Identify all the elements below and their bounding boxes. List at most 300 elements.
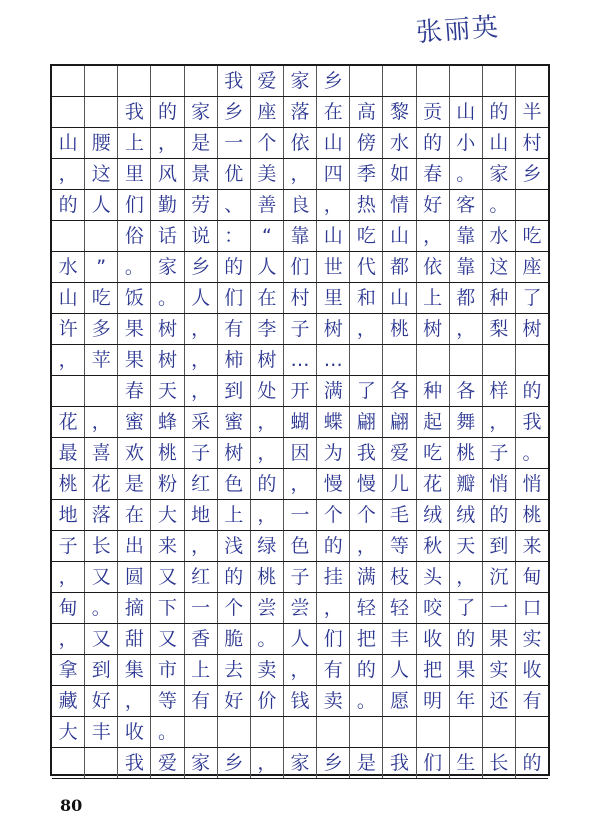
grid-cell: 处: [251, 376, 284, 406]
grid-cell: ”: [85, 252, 118, 282]
grid-cell: ，: [284, 655, 317, 685]
grid-cell: 。: [483, 190, 516, 220]
grid-cell: 水: [52, 252, 85, 282]
grid-cell: 山: [450, 97, 483, 127]
grid-cell: 秋: [417, 531, 450, 561]
grid-cell: 人: [185, 283, 218, 313]
grid-cell: 水: [383, 128, 416, 158]
grid-cell: 地: [185, 500, 218, 530]
grid-cell: 。: [151, 717, 184, 747]
title-char-cell: 乡: [317, 66, 350, 96]
grid-row: [52, 221, 548, 252]
grid-cell: 花: [417, 469, 450, 499]
grid-cell: 各: [383, 376, 416, 406]
title-char-cell: [52, 66, 85, 96]
grid-cell: ，: [185, 345, 218, 375]
grid-cell: [516, 190, 548, 220]
grid-cell: 个: [251, 128, 284, 158]
grid-cell: 果: [118, 314, 151, 344]
grid-cell: ，: [185, 376, 218, 406]
title-char-cell: [350, 66, 383, 96]
grid-cell: 蜂: [151, 407, 184, 437]
grid-cell: 世: [317, 252, 350, 282]
grid-cell: ，: [85, 407, 118, 437]
grid-cell: 有: [522, 689, 542, 712]
title-char-cell: [483, 66, 516, 96]
grid-cell: 情: [383, 190, 416, 220]
grid-cell: 起: [417, 407, 450, 437]
grid-cell: ，: [251, 438, 284, 468]
grid-cell: 香: [185, 624, 218, 654]
grid-cell: 口: [522, 596, 542, 619]
title-char-cell: 爱: [251, 66, 284, 96]
grid-cell: [85, 97, 118, 127]
grid-cell: 又: [151, 562, 184, 592]
grid-cell: 座: [251, 97, 284, 127]
grid-cell: [417, 717, 450, 747]
grid-cell: ，: [450, 562, 483, 592]
grid-cell: 。: [151, 283, 184, 313]
grid-cell: 个: [350, 500, 383, 530]
grid-cell: 。: [522, 441, 542, 464]
grid-cell: [52, 376, 85, 406]
grid-cell: 了: [522, 286, 542, 309]
grid-cell: 悄: [483, 469, 516, 499]
grid-cell: 慢: [317, 469, 350, 499]
grid-cell: 桃: [522, 503, 542, 526]
grid-cell: 有: [317, 655, 350, 685]
grid-cell: 各: [450, 376, 483, 406]
grid-cell: 饭: [118, 283, 151, 313]
grid-cell: 我: [383, 748, 416, 778]
grid-cell: 出: [118, 531, 151, 561]
grid-cell: ，: [52, 159, 85, 189]
grid-cell: 轻: [350, 593, 383, 623]
grid-cell: 靠: [450, 252, 483, 282]
grid-cell: 果: [118, 345, 151, 375]
grid-cell: 种: [417, 376, 450, 406]
grid-cell: 来: [151, 531, 184, 561]
grid-cell: [317, 717, 350, 747]
grid-cell: [52, 97, 85, 127]
grid-cell: 头: [417, 562, 450, 592]
grid-row: [52, 159, 548, 190]
grid-cell: 蜜: [118, 407, 151, 437]
grid-cell: 是: [185, 128, 218, 158]
grid-cell: 春: [118, 376, 151, 406]
grid-cell: 多: [85, 314, 118, 344]
grid-cell: 果: [450, 655, 483, 685]
grid-cell: 果: [483, 624, 516, 654]
grid-cell: 都: [450, 283, 483, 313]
grid-cell: 愿: [383, 686, 416, 716]
grid-cell: 树: [151, 345, 184, 375]
grid-cell: 水: [483, 221, 516, 251]
grid-cell: 脆: [218, 624, 251, 654]
grid-cell: 吃: [85, 283, 118, 313]
grid-cell: 长: [483, 748, 516, 778]
grid-cell: 花: [85, 469, 118, 499]
grid-cell: 下: [151, 593, 184, 623]
grid-cell: 景: [185, 159, 218, 189]
grid-cell: 翩: [383, 407, 416, 437]
grid-cell: 钱: [284, 686, 317, 716]
grid-cell: 等: [151, 686, 184, 716]
grid-cell: 的: [52, 190, 85, 220]
grid-cell: 春: [417, 159, 450, 189]
grid-cell: 个: [218, 593, 251, 623]
grid-cell: 。: [450, 159, 483, 189]
grid-cell: ，: [350, 531, 383, 561]
grid-cell: ，: [284, 159, 317, 189]
grid-cell: [516, 717, 548, 747]
grid-row: [52, 655, 548, 686]
grid-row: [52, 407, 548, 438]
grid-row: [52, 283, 548, 314]
grid-cell: 靠: [284, 221, 317, 251]
grid-cell: 轻: [383, 593, 416, 623]
grid-row: [52, 593, 548, 624]
title-row: [52, 66, 548, 97]
grid-cell: 贡: [417, 97, 450, 127]
grid-cell: 爱: [151, 748, 184, 778]
grid-cell: 山: [317, 221, 350, 251]
grid-cell: …: [284, 345, 317, 375]
grid-cell: [483, 717, 516, 747]
grid-cell: 半: [522, 100, 542, 123]
title-char-cell: [383, 66, 416, 96]
grid-cell: 黎: [383, 97, 416, 127]
grid-cell: 。: [118, 252, 151, 282]
grid-cell: 拿: [52, 655, 85, 685]
grid-cell: 山: [483, 128, 516, 158]
title-char-cell: [417, 66, 450, 96]
grid-cell: ，: [251, 407, 284, 437]
grid-cell: 勤: [151, 190, 184, 220]
title-char-cell: [151, 66, 184, 96]
grid-cell: 长: [85, 531, 118, 561]
grid-cell: 欢: [118, 438, 151, 468]
grid-cell: ，: [317, 190, 350, 220]
title-char-cell: 家: [284, 66, 317, 96]
grid-cell: 毛: [383, 500, 416, 530]
grid-cell: 挂: [317, 562, 350, 592]
grid-cell: 乡: [218, 97, 251, 127]
grid-cell: 收: [118, 717, 151, 747]
grid-cell: 上: [417, 283, 450, 313]
page-number: 80: [60, 796, 83, 815]
grid-cell: 。: [85, 593, 118, 623]
grid-cell: [251, 717, 284, 747]
grid-cell: 桃: [52, 469, 85, 499]
grid-cell: 这: [483, 252, 516, 282]
grid-cell: [516, 345, 548, 375]
grid-cell: 都: [383, 252, 416, 282]
grid-cell: 乡: [317, 748, 350, 778]
grid-cell: 里: [317, 283, 350, 313]
grid-cell: 的: [522, 379, 542, 402]
grid-cell: ，: [118, 686, 151, 716]
grid-cell: 我: [522, 410, 542, 433]
grid-cell: ，: [417, 221, 450, 251]
grid-cell: 色: [284, 531, 317, 561]
grid-cell: 一: [483, 593, 516, 623]
grid-cell: 种: [483, 283, 516, 313]
grid-cell: 家: [185, 748, 218, 778]
grid-cell: 藏: [52, 686, 85, 716]
grid-cell: 座: [522, 255, 542, 278]
grid-cell: ，: [450, 314, 483, 344]
grid-cell: 好: [218, 686, 251, 716]
grid-cell: 地: [52, 500, 85, 530]
grid-cell: 吃: [522, 224, 542, 247]
grid-cell: 山: [52, 283, 85, 313]
grid-cell: ：: [218, 221, 251, 251]
manuscript-grid: [50, 64, 550, 776]
grid-cell: 们: [417, 748, 450, 778]
grid-cell: 俗: [118, 221, 151, 251]
grid-cell: 开: [284, 376, 317, 406]
grid-cell: ，: [251, 500, 284, 530]
grid-cell: 是: [118, 469, 151, 499]
grid-cell: 个: [317, 500, 350, 530]
grid-cell: 桃: [251, 562, 284, 592]
grid-cell: 傍: [350, 128, 383, 158]
grid-cell: 许: [52, 314, 85, 344]
grid-cell: 山: [317, 128, 350, 158]
grid-cell: 树: [151, 314, 184, 344]
grid-cell: 花: [52, 407, 85, 437]
grid-cell: 爱: [383, 438, 416, 468]
grid-cell: 我: [118, 97, 151, 127]
grid-cell: 季: [350, 159, 383, 189]
grid-cell: 的: [450, 624, 483, 654]
grid-cell: 高: [350, 97, 383, 127]
grid-cell: 绒: [450, 500, 483, 530]
grid-cell: 有: [185, 686, 218, 716]
grid-cell: 红: [185, 562, 218, 592]
grid-cell: 的: [483, 97, 516, 127]
grid-cell: 树: [417, 314, 450, 344]
grid-cell: 我: [118, 748, 151, 778]
grid-cell: 上: [118, 128, 151, 158]
grid-cell: 们: [317, 624, 350, 654]
grid-cell: 天: [450, 531, 483, 561]
grid-cell: ，: [317, 593, 350, 623]
grid-cell: 如: [383, 159, 416, 189]
grid-cell: 到: [85, 655, 118, 685]
grid-row: [52, 345, 548, 376]
grid-cell: 乡: [218, 748, 251, 778]
grid-cell: 年: [450, 686, 483, 716]
grid-cell: 家: [151, 252, 184, 282]
grid-cell: 甸: [522, 565, 542, 588]
grid-cell: 山: [383, 221, 416, 251]
grid-cell: [417, 345, 450, 375]
grid-cell: 树: [522, 317, 542, 340]
grid-cell: 满: [317, 376, 350, 406]
grid-cell: 一: [218, 128, 251, 158]
grid-cell: 的: [218, 252, 251, 282]
grid-cell: 甸: [52, 593, 85, 623]
grid-cell: 最: [52, 438, 85, 468]
title-char-cell: [516, 66, 548, 96]
title-char-cell: [450, 66, 483, 96]
grid-row: [52, 252, 548, 283]
grid-cell: 人: [85, 190, 118, 220]
grid-cell: 村: [284, 283, 317, 313]
grid-cell: 落: [284, 97, 317, 127]
grid-cell: 桃: [151, 438, 184, 468]
grid-cell: 沉: [483, 562, 516, 592]
grid-cell: [483, 345, 516, 375]
grid-cell: [185, 717, 218, 747]
grid-cell: 李: [251, 314, 284, 344]
grid-cell: 桃: [383, 314, 416, 344]
grid-cell: 了: [350, 376, 383, 406]
grid-cell: 喜: [85, 438, 118, 468]
grid-cell: 梨: [483, 314, 516, 344]
grid-cell: ，: [52, 345, 85, 375]
grid-cell: 圆: [118, 562, 151, 592]
grid-cell: ，: [52, 562, 85, 592]
grid-cell: 上: [218, 500, 251, 530]
grid-cell: 蜜: [218, 407, 251, 437]
grid-cell: 生: [450, 748, 483, 778]
grid-cell: 这: [85, 159, 118, 189]
grid-cell: 的: [522, 751, 542, 774]
grid-cell: 好: [85, 686, 118, 716]
grid-cell: 优: [218, 159, 251, 189]
grid-cell: 靠: [450, 221, 483, 251]
title-char-cell: [118, 66, 151, 96]
grid-cell: 柿: [218, 345, 251, 375]
grid-cell: 丰: [85, 717, 118, 747]
grid-cell: 落: [85, 500, 118, 530]
grid-cell: 咬: [417, 593, 450, 623]
grid-cell: 依: [417, 252, 450, 282]
grid-cell: 的: [218, 562, 251, 592]
grid-cell: 在: [317, 97, 350, 127]
grid-cell: 善: [251, 190, 284, 220]
grid-cell: 翩: [350, 407, 383, 437]
grid-cell: 悄: [522, 472, 542, 495]
grid-cell: 绒: [417, 500, 450, 530]
grid-cell: 子: [52, 531, 85, 561]
grid-cell: 还: [483, 686, 516, 716]
grid-cell: 样: [483, 376, 516, 406]
title-char-cell: 我: [218, 66, 251, 96]
title-char-cell: [185, 66, 218, 96]
grid-cell: 到: [483, 531, 516, 561]
grid-cell: [350, 345, 383, 375]
grid-cell: [85, 221, 118, 251]
grid-cell: ，: [483, 407, 516, 437]
grid-cell: 舞: [450, 407, 483, 437]
grid-cell: 人: [284, 624, 317, 654]
grid-cell: 我: [350, 438, 383, 468]
grid-cell: [383, 345, 416, 375]
grid-cell: 市: [151, 655, 184, 685]
grid-row: [52, 500, 548, 531]
grid-cell: 实: [483, 655, 516, 685]
grid-cell: 依: [284, 128, 317, 158]
grid-cell: 卖: [317, 686, 350, 716]
grid-cell: 慢: [350, 469, 383, 499]
grid-row: [52, 717, 548, 748]
grid-cell: 树: [251, 345, 284, 375]
grid-cell: 大: [52, 717, 85, 747]
grid-cell: 是: [350, 748, 383, 778]
grid-cell: 人: [383, 655, 416, 685]
author-signature: 张丽英: [415, 12, 502, 49]
grid-cell: [218, 717, 251, 747]
grid-cell: 树: [317, 314, 350, 344]
grid-cell: 热: [350, 190, 383, 220]
grid-row: [52, 531, 548, 562]
grid-cell: 卖: [251, 655, 284, 685]
grid-cell: 子: [284, 314, 317, 344]
grid-cell: 收: [522, 658, 542, 681]
grid-cell: 的: [483, 500, 516, 530]
grid-cell: 小: [450, 128, 483, 158]
grid-cell: 上: [185, 655, 218, 685]
grid-cell: 山: [383, 283, 416, 313]
grid-row: [52, 314, 548, 345]
grid-cell: 价: [251, 686, 284, 716]
grid-cell: ，: [185, 314, 218, 344]
grid-cell: 满: [350, 562, 383, 592]
grid-cell: [450, 717, 483, 747]
grid-cell: 和: [350, 283, 383, 313]
grid-cell: 浅: [218, 531, 251, 561]
grid-cell: 来: [522, 534, 542, 557]
grid-cell: [383, 717, 416, 747]
grid-cell: 到: [218, 376, 251, 406]
grid-cell: 采: [185, 407, 218, 437]
title-char-cell: [85, 66, 118, 96]
grid-row: [52, 438, 548, 469]
grid-row: [52, 624, 548, 655]
grid-cell: 尝: [251, 593, 284, 623]
grid-cell: 吃: [350, 221, 383, 251]
grid-cell: 乡: [522, 162, 542, 185]
grid-row: [52, 686, 548, 717]
grid-cell: 实: [522, 627, 542, 650]
grid-cell: 的: [317, 531, 350, 561]
grid-cell: [284, 717, 317, 747]
grid-cell: 树: [218, 438, 251, 468]
grid-cell: 把: [417, 655, 450, 685]
grid-cell: 子: [483, 438, 516, 468]
grid-cell: 甜: [118, 624, 151, 654]
grid-cell: 子: [185, 438, 218, 468]
grid-cell: 因: [284, 438, 317, 468]
grid-cell: 们: [284, 252, 317, 282]
grid-cell: 家: [483, 159, 516, 189]
grid-cell: 山: [52, 128, 85, 158]
grid-cell: 的: [417, 128, 450, 158]
grid-cell: 瓣: [450, 469, 483, 499]
grid-cell: 村: [522, 131, 542, 154]
grid-cell: 美: [251, 159, 284, 189]
grid-cell: 为: [317, 438, 350, 468]
grid-cell: “: [251, 221, 284, 251]
grid-cell: 一: [284, 500, 317, 530]
grid-cell: ，: [185, 531, 218, 561]
grid-cell: 又: [151, 624, 184, 654]
grid-cell: 去: [218, 655, 251, 685]
